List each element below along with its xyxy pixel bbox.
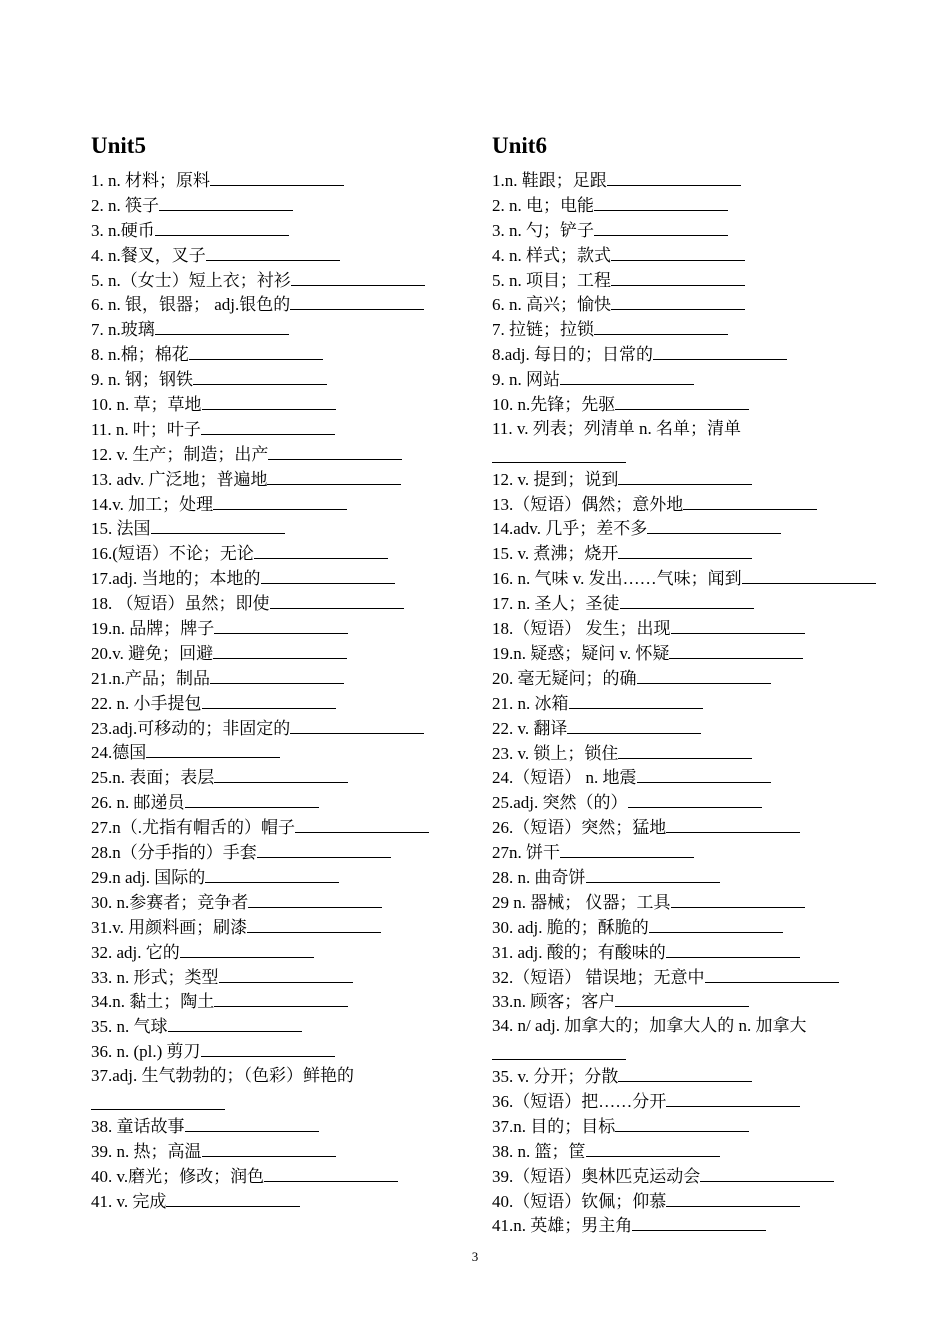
answer-blank[interactable] [267, 467, 401, 485]
vocab-item [91, 591, 471, 616]
answer-blank[interactable] [632, 1213, 766, 1231]
answer-blank[interactable] [620, 591, 754, 609]
vocab-definition: 22. v. 翻译 [492, 718, 568, 738]
vocab-item [492, 989, 872, 1014]
vocab-definition: 10. n. 草；草地 [91, 395, 202, 415]
vocab-item [492, 840, 872, 865]
answer-blank[interactable] [705, 965, 839, 983]
vocab-definition: 17.adj. 当地的；本地的 [91, 569, 261, 589]
vocab-item [91, 740, 471, 765]
vocab-item [492, 1164, 872, 1189]
vocab-definition: 35. n. 气球 [91, 1017, 168, 1037]
answer-blank[interactable] [666, 1089, 800, 1107]
vocab-definition: 3. n.硬币 [91, 220, 155, 240]
answer-blank[interactable] [492, 442, 626, 463]
answer-blank[interactable] [618, 741, 752, 759]
answer-blank[interactable] [618, 467, 752, 485]
vocab-item [492, 417, 872, 467]
vocab-definition: 34. n/ adj. 加拿大的；加拿大人的 n. 加拿大 [492, 1016, 807, 1036]
unit5-column [91, 131, 471, 1213]
answer-blank[interactable] [628, 790, 762, 808]
vocab-item [492, 467, 872, 492]
vocab-item [492, 616, 872, 641]
vocab-item [492, 1213, 872, 1238]
vocab-item [492, 790, 872, 815]
vocab-item [492, 168, 872, 193]
answer-blank[interactable] [594, 193, 728, 211]
answer-blank[interactable] [611, 292, 745, 310]
vocab-item [91, 317, 471, 342]
answer-blank[interactable] [649, 915, 783, 933]
vocab-item [91, 1164, 471, 1189]
vocab-definition: 12. v. 提到；说到 [492, 469, 619, 489]
vocab-definition: 24.德国 [91, 743, 147, 763]
answer-blank[interactable] [185, 790, 319, 808]
answer-blank[interactable] [615, 989, 749, 1007]
vocab-definition: 10. n.先锋；先驱 [492, 395, 616, 415]
vocab-item [492, 317, 872, 342]
answer-blank[interactable] [168, 1014, 302, 1032]
vocab-definition: 14.v. 加工；处理 [91, 494, 214, 514]
answer-blank[interactable] [206, 243, 340, 261]
vocab-definition: 37.adj. 生气勃勃的；（色彩）鲜艳的 [91, 1066, 355, 1086]
answer-blank[interactable] [671, 890, 805, 908]
vocab-definition: 33.n. 顾客；客户 [492, 992, 616, 1012]
vocab-item [492, 965, 872, 990]
vocab-item [492, 1014, 872, 1064]
vocab-definition: 29.n adj. 国际的 [91, 867, 206, 887]
answer-blank[interactable] [201, 1039, 335, 1057]
vocab-item [91, 168, 471, 193]
vocab-definition: 23.adj.可移动的；非固定的 [91, 718, 291, 738]
answer-blank[interactable] [159, 193, 293, 211]
vocab-item [492, 541, 872, 566]
vocab-item [91, 840, 471, 865]
vocab-item [91, 1014, 471, 1039]
answer-blank[interactable] [560, 367, 694, 385]
answer-blank[interactable] [611, 243, 745, 261]
vocab-definition: 24.（短语） n. 地震 [492, 768, 637, 788]
answer-blank[interactable] [180, 940, 314, 958]
vocab-item [91, 193, 471, 218]
vocab-definition: 7. n.玻璃 [91, 320, 155, 340]
vocab-definition: 17. n. 圣人；圣徒 [492, 594, 620, 614]
vocab-item [91, 989, 471, 1014]
vocab-definition: 5. n. 项目；工程 [492, 270, 611, 290]
unit6-list [492, 168, 872, 1238]
answer-blank[interactable] [700, 1164, 834, 1182]
vocab-definition: 16.(短语）不论；无论 [91, 544, 254, 564]
answer-blank[interactable] [201, 417, 335, 435]
vocab-definition: 15. v. 煮沸；烧开 [492, 544, 619, 564]
answer-blank[interactable] [264, 1164, 398, 1182]
vocab-definition: 6. n. 高兴；愉快 [492, 295, 611, 315]
vocab-definition: 8. n.棉；棉花 [91, 345, 189, 365]
vocab-definition: 19.n. 疑惑；疑问 v. 怀疑 [492, 643, 670, 663]
vocab-definition: 2. n. 电；电能 [492, 195, 594, 215]
vocab-definition: 25.adj. 突然（的） [492, 793, 628, 813]
vocab-item [91, 1189, 471, 1214]
vocab-item [91, 367, 471, 392]
answer-blank[interactable] [615, 1114, 749, 1132]
vocab-definition: 34.n. 黏土；陶土 [91, 992, 215, 1012]
answer-blank[interactable] [202, 691, 336, 709]
answer-blank[interactable] [257, 840, 391, 858]
answer-blank[interactable] [214, 989, 348, 1007]
vocab-item [492, 1189, 872, 1214]
vocab-item [91, 765, 471, 790]
unit5-title: Unit5 [91, 133, 146, 158]
vocab-definition: 15. 法国 [91, 519, 151, 539]
vocab-definition: 22. n. 小手提包 [91, 693, 202, 713]
vocab-item [492, 342, 872, 367]
answer-blank[interactable] [611, 268, 745, 286]
answer-blank[interactable] [637, 666, 771, 684]
vocab-definition: 13.（短语）偶然；意外地 [492, 494, 684, 514]
answer-blank[interactable] [683, 492, 817, 510]
answer-blank[interactable] [586, 1139, 720, 1157]
answer-blank[interactable] [669, 641, 803, 659]
vocab-item [492, 392, 872, 417]
vocab-definition: 20.v. 避免；回避 [91, 643, 214, 663]
vocab-item [91, 243, 471, 268]
vocab-item [91, 1039, 471, 1064]
vocab-item [91, 890, 471, 915]
vocab-item [91, 1064, 471, 1114]
vocab-definition: 41. v. 完成 [91, 1191, 167, 1211]
vocab-item [91, 641, 471, 666]
vocab-item [492, 765, 872, 790]
answer-blank[interactable] [666, 940, 800, 958]
vocab-item [492, 243, 872, 268]
vocab-item [91, 268, 471, 293]
answer-blank[interactable] [618, 541, 752, 559]
vocab-item [91, 965, 471, 990]
vocab-definition: 37.n. 目的；目标 [492, 1116, 616, 1136]
vocab-item [492, 1089, 872, 1114]
vocab-definition: 7. 拉链；拉锁 [492, 320, 594, 340]
vocab-item [91, 865, 471, 890]
vocab-item [91, 915, 471, 940]
answer-blank[interactable] [213, 641, 347, 659]
answer-blank[interactable] [247, 915, 381, 933]
vocab-definition: 29 n. 器械； 仪器；工具 [492, 892, 671, 912]
answer-blank[interactable] [671, 616, 805, 634]
answer-blank[interactable] [290, 292, 424, 310]
answer-blank[interactable] [647, 516, 781, 534]
answer-blank[interactable] [742, 566, 876, 584]
answer-blank[interactable] [607, 168, 741, 186]
vocab-item [492, 641, 872, 666]
vocab-item [492, 268, 872, 293]
vocab-item [91, 1139, 471, 1164]
vocab-item [91, 815, 471, 840]
vocab-item [492, 815, 872, 840]
vocab-item [492, 666, 872, 691]
vocab-definition: 1.n. 鞋跟；足跟 [492, 171, 607, 190]
answer-blank[interactable] [155, 317, 289, 335]
vocab-item [492, 716, 872, 741]
vocab-item [91, 940, 471, 965]
unit6-column [492, 131, 872, 1238]
vocab-definition: 26.（短语）突然；猛地 [492, 818, 667, 838]
answer-blank[interactable] [254, 541, 388, 559]
vocab-definition: 39.（短语）奥林匹克运动会 [492, 1166, 701, 1186]
vocab-definition: 18. （短语）虽然；即使 [91, 594, 270, 614]
vocab-definition: 9. n. 网站 [492, 370, 560, 390]
answer-blank[interactable] [569, 691, 703, 709]
vocab-definition: 32. adj. 它的 [91, 942, 180, 962]
vocab-definition: 5. n.（女士）短上衣；衬衫 [91, 270, 291, 290]
answer-blank[interactable] [290, 716, 424, 734]
answer-blank[interactable] [151, 516, 285, 534]
answer-blank[interactable] [615, 392, 749, 410]
vocab-definition: 27n. 饼干 [492, 843, 560, 863]
vocab-definition: 6. n. 银，银器； adj.银色的 [91, 295, 291, 315]
answer-blank[interactable] [637, 765, 771, 783]
vocab-definition: 36.（短语）把……分开 [492, 1091, 667, 1111]
vocab-item [492, 741, 872, 766]
answer-blank[interactable] [214, 765, 348, 783]
vocab-definition: 39. n. 热；高温 [91, 1141, 202, 1161]
vocab-item [492, 218, 872, 243]
vocab-item [492, 1114, 872, 1139]
answer-blank[interactable] [205, 865, 339, 883]
answer-blank[interactable] [492, 1039, 626, 1060]
vocab-definition: 30. n.参赛者；竞争者 [91, 892, 249, 912]
answer-blank[interactable] [560, 840, 694, 858]
answer-blank[interactable] [155, 218, 289, 236]
vocab-definition: 30. adj. 脆的；酥脆的 [492, 917, 649, 937]
unit5-list [91, 168, 471, 1213]
vocab-definition: 16. n. 气味 v. 发出……气味；闻到 [492, 569, 742, 589]
vocab-item [492, 915, 872, 940]
vocab-item [91, 392, 471, 417]
vocab-item [91, 492, 471, 517]
answer-blank[interactable] [185, 1114, 319, 1132]
vocab-definition: 9. n. 钢；钢铁 [91, 370, 193, 390]
vocab-item [492, 492, 872, 517]
vocab-item [91, 417, 471, 442]
vocab-definition: 40.（短语）钦佩；仰慕 [492, 1191, 667, 1211]
vocab-item [91, 442, 471, 467]
vocab-definition: 28. n. 曲奇饼 [492, 867, 586, 887]
vocab-definition: 18.（短语） 发生；出现 [492, 619, 671, 639]
unit6-title: Unit6 [492, 133, 547, 158]
answer-blank[interactable] [214, 616, 348, 634]
vocab-item [91, 342, 471, 367]
vocab-item [492, 1064, 872, 1089]
vocab-item [91, 566, 471, 591]
answer-blank[interactable] [653, 342, 787, 360]
vocab-definition: 41.n. 英雄；男主角 [492, 1216, 633, 1236]
answer-blank[interactable] [166, 1189, 300, 1207]
vocab-item [91, 541, 471, 566]
answer-blank[interactable] [594, 218, 728, 236]
answer-blank[interactable] [146, 740, 280, 758]
vocab-definition: 14.adv. 几乎；差不多 [492, 519, 648, 539]
vocab-definition: 8.adj. 每日的；日常的 [492, 345, 654, 365]
vocab-item [91, 218, 471, 243]
vocab-item [492, 691, 872, 716]
vocab-definition: 4. n.餐叉，叉子 [91, 245, 206, 265]
answer-blank[interactable] [268, 442, 402, 460]
vocab-definition: 38. n. 篮；筐 [492, 1141, 586, 1161]
vocab-item [492, 193, 872, 218]
vocab-item [492, 591, 872, 616]
answer-blank[interactable] [248, 890, 382, 908]
page-number: 3 [471, 1249, 479, 1264]
vocab-item [91, 790, 471, 815]
vocab-definition: 3. n. 勺；铲子 [492, 220, 594, 240]
vocab-definition: 31. adj. 酸的；有酸味的 [492, 942, 666, 962]
answer-blank[interactable] [261, 566, 395, 584]
vocab-item [492, 1139, 872, 1164]
vocab-definition: 31.v. 用颜料画；刷漆 [91, 917, 248, 937]
answer-blank[interactable] [270, 591, 404, 609]
answer-blank[interactable] [666, 1189, 800, 1207]
answer-blank[interactable] [193, 367, 327, 385]
vocab-definition: 28.n（分手指的）手套 [91, 843, 257, 863]
vocab-definition: 32.（短语） 错误地；无意中 [492, 967, 705, 987]
vocab-item [492, 865, 872, 890]
vocab-definition: 27.n（.尤指有帽舌的）帽子 [91, 818, 295, 838]
vocab-definition: 23. v. 锁上；锁住 [492, 743, 619, 763]
answer-blank[interactable] [291, 268, 425, 286]
vocab-item [91, 666, 471, 691]
vocab-definition: 25.n. 表面；表层 [91, 768, 215, 788]
vocab-definition: 4. n. 样式；款式 [492, 245, 611, 265]
answer-blank[interactable] [586, 865, 720, 883]
vocab-item [492, 292, 872, 317]
answer-blank[interactable] [618, 1064, 752, 1082]
answer-blank[interactable] [567, 716, 701, 734]
vocab-item [492, 367, 872, 392]
answer-blank[interactable] [210, 666, 344, 684]
vocab-definition: 11. v. 列表；列清单 n. 名单；清单 [492, 418, 742, 438]
answer-blank[interactable] [210, 168, 344, 186]
vocab-definition: 38. 童话故事 [91, 1116, 185, 1136]
vocab-definition: 20. 毫无疑问；的确 [492, 668, 637, 688]
answer-blank[interactable] [202, 1139, 336, 1157]
vocab-item [492, 890, 872, 915]
vocab-definition: 35. v. 分开；分散 [492, 1067, 619, 1087]
answer-blank[interactable] [213, 492, 347, 510]
vocab-item [91, 716, 471, 741]
vocab-definition: 19.n. 品牌；牌子 [91, 619, 215, 639]
vocab-item [91, 467, 471, 492]
vocab-item [91, 292, 471, 317]
vocab-item [91, 1114, 471, 1139]
answer-blank[interactable] [91, 1089, 225, 1110]
vocab-definition: 21.n.产品；制品 [91, 668, 210, 688]
answer-blank[interactable] [189, 342, 323, 360]
vocab-definition: 2. n. 筷子 [91, 195, 159, 215]
vocab-definition: 33. n. 形式；类型 [91, 967, 219, 987]
vocab-definition: 13. adv. 广泛地；普遍地 [91, 469, 268, 489]
vocab-definition: 11. n. 叶；叶子 [91, 419, 201, 439]
vocab-definition: 36. n. (pl.) 剪刀 [91, 1042, 201, 1062]
vocab-item [492, 940, 872, 965]
vocab-definition: 40. v.磨光；修改；润色 [91, 1166, 265, 1186]
vocab-definition: 12. v. 生产；制造；出产 [91, 444, 269, 464]
vocab-definition: 21. n. 冰箱 [492, 693, 569, 713]
vocab-definition: 1. n. 材料；原料 [91, 171, 210, 190]
vocab-item [91, 616, 471, 641]
answer-blank[interactable] [594, 317, 728, 335]
answer-blank[interactable] [295, 815, 429, 833]
answer-blank[interactable] [219, 965, 353, 983]
vocab-definition: 26. n. 邮递员 [91, 793, 185, 813]
vocab-item [492, 516, 872, 541]
vocab-item [91, 516, 471, 541]
vocab-item [492, 566, 872, 591]
answer-blank[interactable] [666, 815, 800, 833]
answer-blank[interactable] [202, 392, 336, 410]
vocab-item [91, 691, 471, 716]
